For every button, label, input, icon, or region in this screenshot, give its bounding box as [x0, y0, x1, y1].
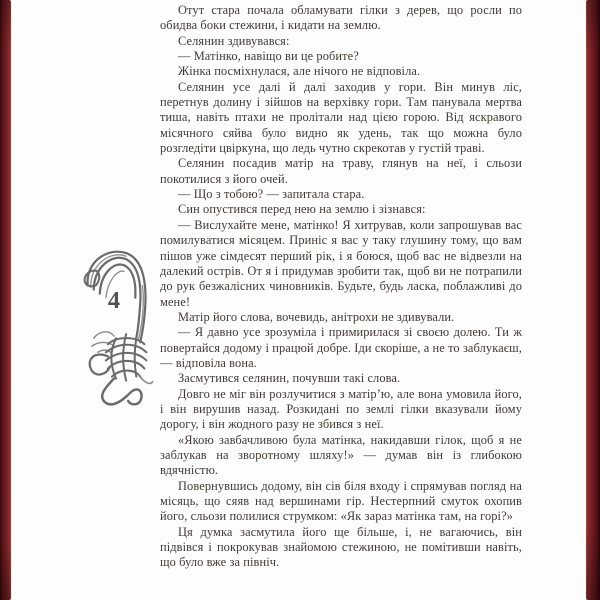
book-cover-edge-left — [0, 0, 11, 600]
story-paragraph: Отут стара почала обламувати гілки з дерев, що росли по обидва боки стежини, і кидати на землю. — [160, 3, 522, 33]
story-paragraph: Селянин усе далі й далі заходив у гори. Він минув ліс, перетнув долину і зійшов на верхівку гори. Там панувала мертва тиша, навіть птахи не пролітали над цією горою. Від яскравого місячного сяйва було видно як удень, так що можна було розгледіти цвіркуна, що ледь чутно скрекотав у густій траві. — [160, 79, 522, 156]
story-paragraph: Засмутився селянин, почувши такі слова. — [178, 371, 401, 386]
story-paragraph: Повернувшись додому, він сів біля входу і спрямував погляд на місяць, що сяяв над вершинами гір. Нестерпний смуток охопив його, сльози полилися струмком: «Як зараз матінка там, на горі?» — [160, 478, 522, 524]
story-paragraph: Жінка посміхнулася, але нічого не відповіла. — [178, 64, 421, 79]
story-paragraph: — Що з тобою? — запитала стара. — [178, 187, 365, 202]
book-cover-edge-right — [586, 0, 600, 600]
story-paragraph: «Якою завбачливою була матінка, накидавши гілок, щоб я не заблукав на зворотному шляху!» — думав він із глибокою вдячністю. — [160, 432, 522, 478]
story-paragraph: — Матінко, навіщо ви це робите? — [178, 49, 359, 64]
story-paragraph: Матір його слова, вочевидь, анітрохи не здивували. — [178, 309, 455, 324]
story-paragraph: — Вислухайте мене, матінко! Я хитрував, коли запрошував вас помилуватися місяцем. Приніс я вас у таку глушину тому, що вам пішов уже сімдесят перший рік, і я боюся, щоб вас не відвезли на далекий острів. От я і придумав зробити так, щоб ви не потрапили до рук безжалісних чиновників. Будьте, будь ласка, поблажливі до мене! — [160, 217, 522, 309]
story-paragraph: — Я давно усе зрозуміла і примирилася зі своєю долею. Ти ж повертайся додому і працюй добре. Іди скоріше, а не то заблукаєш, — відповіла вона. — [160, 325, 522, 370]
story-text-block — [160, 3, 522, 571]
story-paragraph: Довго не міг він розлучитися з матір’ю, але вона умовила його, і він вирушив назад. Розкидані по землі гілки вказували йому дорогу, і він жодного разу не збився з неї. — [160, 386, 522, 432]
story-paragraph: Син опустився перед нею на землю і зізнався: — [178, 202, 426, 217]
chapter-ornament-illustration — [72, 245, 156, 407]
story-paragraph: Селянин здивувався: — [178, 33, 290, 48]
story-paragraph: Селянин посадив матір на траву, глянув на неї, і сльози покотилися з його очей. — [160, 156, 522, 186]
knotted-straw-sheaf-icon — [72, 245, 156, 407]
story-paragraph: Ця думка засмутила його ще більше, і, не вагаючись, він підвівся і покрокував знайомою стежиною, не помітивши навіть, що було вже за північ. — [160, 524, 522, 570]
chapter-number: 4 — [107, 286, 121, 314]
